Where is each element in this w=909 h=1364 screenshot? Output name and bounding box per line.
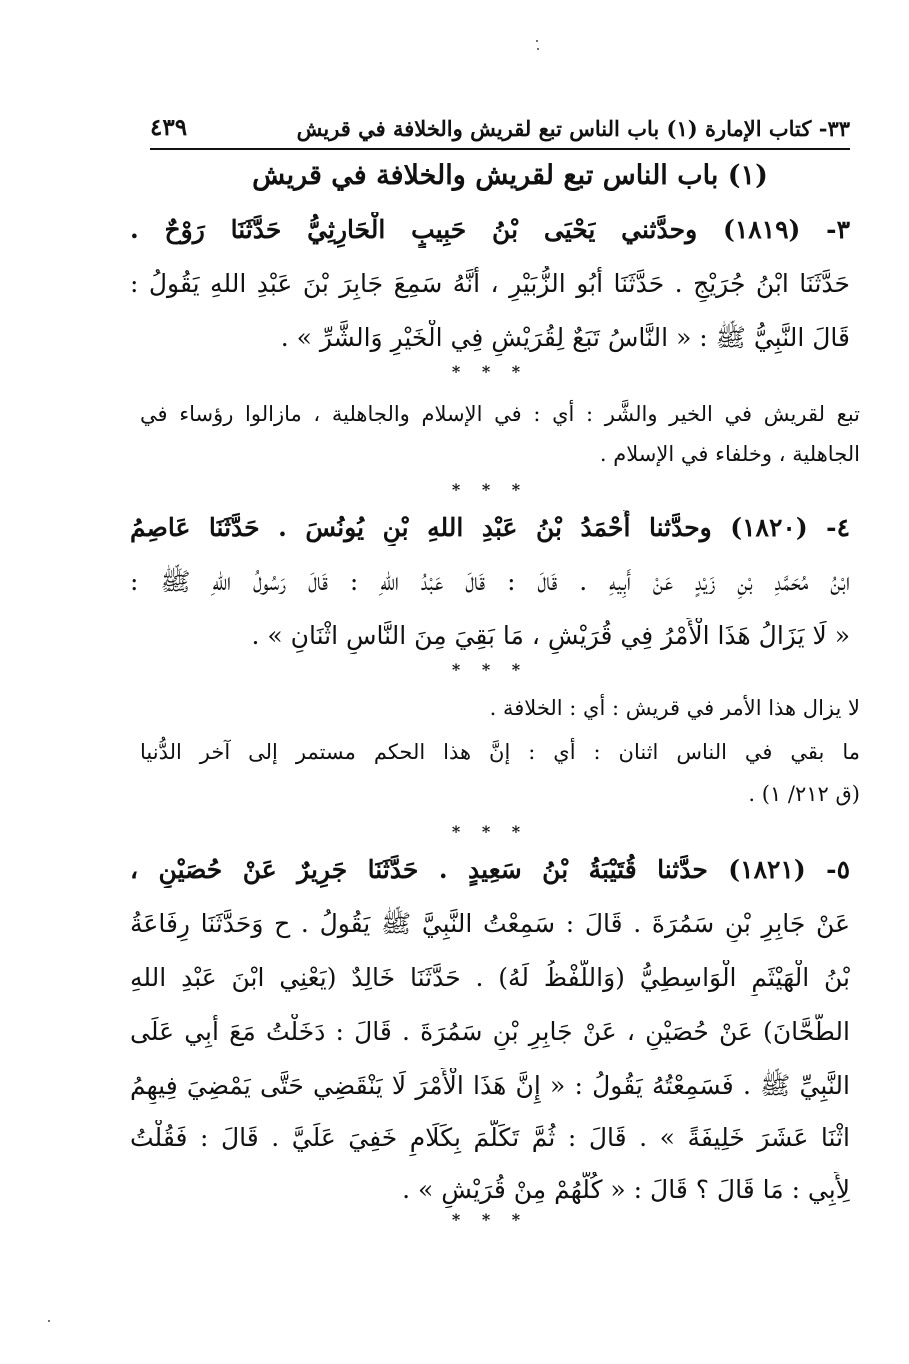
page-number: ٤٣٩ [150,114,188,141]
hadith-1820-comment-line-1: لا يزال هذا الأمر في قريش : أي : الخلافة . [489,696,860,720]
hadith-1820-line-1: ٤- (١٨٢٠) وحدَّثنا أَحْمَدُ بْنُ عَبْدِ اللهِ بْنِ يُونُسَ . حَدَّثَنَا عَاصِمُ [130,513,850,542]
section-separator: * * * [451,1210,529,1229]
hadith-1821-line-1: ٥- (١٨٢١) حدَّثنا قُتَيْبَةُ بْنُ سَعِيدٍ . حَدَّثَنَا جَرِيرٌ عَنْ حُصَيْنٍ ، [130,855,850,884]
hadith-1820-line-2: ابْنُ مُحَمَّدِ بْنِ زَيْدٍ عَنْ أَبِيهِ . قَالَ : قَالَ عَبْدُ اللهِ : قَالَ رَسُولُ اللهِ ﷺ : [130,567,850,596]
section-separator: * * * [451,362,529,381]
hadith-1819-line-3: قَالَ النَّبِيُّ ﷺ : « النَّاسُ تَبَعٌ لِقُرَيْشٍ فِي الْخَيْرِ وَالشَّرِّ » . [280,323,850,352]
header-title: ٣٣- كتاب الإمارة (١) باب الناس تبع لقريش والخلافة في قريش [296,116,850,141]
section-separator: * * * [451,822,529,841]
page-speck [537,48,539,50]
hadith-1821-line-2: عَنْ جَابِرِ بْنِ سَمُرَةَ . قَالَ : سَمِعْتُ النَّبِيَّ ﷺ يَقُولُ . ح وَحَدَّثَنَا رِفَاعَةُ [130,909,850,938]
chapter-title: (١) باب الناس تبع لقريش والخلافة في قريش [252,160,768,191]
hadith-1821-line-4: الطَّحَّانَ) عَنْ حُصَيْنٍ ، عَنْ جَابِرِ بْنِ سَمُرَةَ . قَالَ : دَخَلْتُ مَعَ أَبِي عَلَى [130,1017,850,1046]
hadith-1820-comment-line-3: (ق ٢١٢/ ١) . [748,782,860,806]
hadith-1820-comment-line-2: ما بقي في الناس اثنان : أي : إنَّ هذا الحكم مستمر إلى آخر الدُّنيا [140,740,860,764]
hadith-1819-line-2: حَدَّثَنَا ابْنُ جُرَيْجٍ . حَدَّثَنَا أَبُو الزُّبَيْرِ ، أَنَّهُ سَمِعَ جَابِرَ بْنَ عَبْدِ اللهِ يَقُولُ : [130,269,850,298]
hadith-1819-comment-line-2: الجاهلية ، وخلفاء في الإسلام . [599,442,860,466]
hadith-1819-line-1: ٣- (١٨١٩) وحدَّثني يَحْيَى بْنُ حَبِيبٍ الْحَارِثِيُّ حَدَّثَنَا رَوْحٌ . [130,215,850,244]
page-speck [48,1320,50,1322]
page-speck [536,40,538,42]
hadith-1821-line-3: بْنُ الْهَيْثَمِ الْوَاسِطِيُّ (وَاللَّفْظُ لَهُ) . حَدَّثَنَا خَالِدٌ (يَعْنِي ابْنَ عَبْدِ اللهِ [130,963,850,992]
running-header [150,112,850,150]
hadith-1821-line-7: لِأَبِي : مَا قَالَ ؟ قَالَ : « كُلُّهُمْ مِنْ قُرَيْشٍ » . [402,1175,850,1204]
hadith-1820-line-3: « لَا يَزَالُ هَذَا الْأَمْرُ فِي قُرَيْشٍ ، مَا بَقِيَ مِنَ النَّاسِ اثْنَانِ » . [251,621,850,650]
hadith-1821-line-5: النَّبِيِّ ﷺ . فَسَمِعْتُهُ يَقُولُ : « إِنَّ هَذَا الْأَمْرَ لَا يَنْقَضِي حَتَّى يَمْضِيَ فِيهِمُ [130,1071,850,1100]
section-separator: * * * [451,660,529,679]
hadith-1819-comment-line-1: تبع لقريش في الخير والشَّر : أي : في الإسلام والجاهلية ، مازالوا رؤساء في [140,402,860,426]
section-separator: * * * [451,480,529,499]
hadith-1821-line-6: اثْنَا عَشَرَ خَلِيفَةً » . قَالَ : ثُمَّ تَكَلَّمَ بِكَلَامٍ خَفِيَ عَلَيَّ . قَالَ : فَقُلْتُ [130,1123,850,1152]
